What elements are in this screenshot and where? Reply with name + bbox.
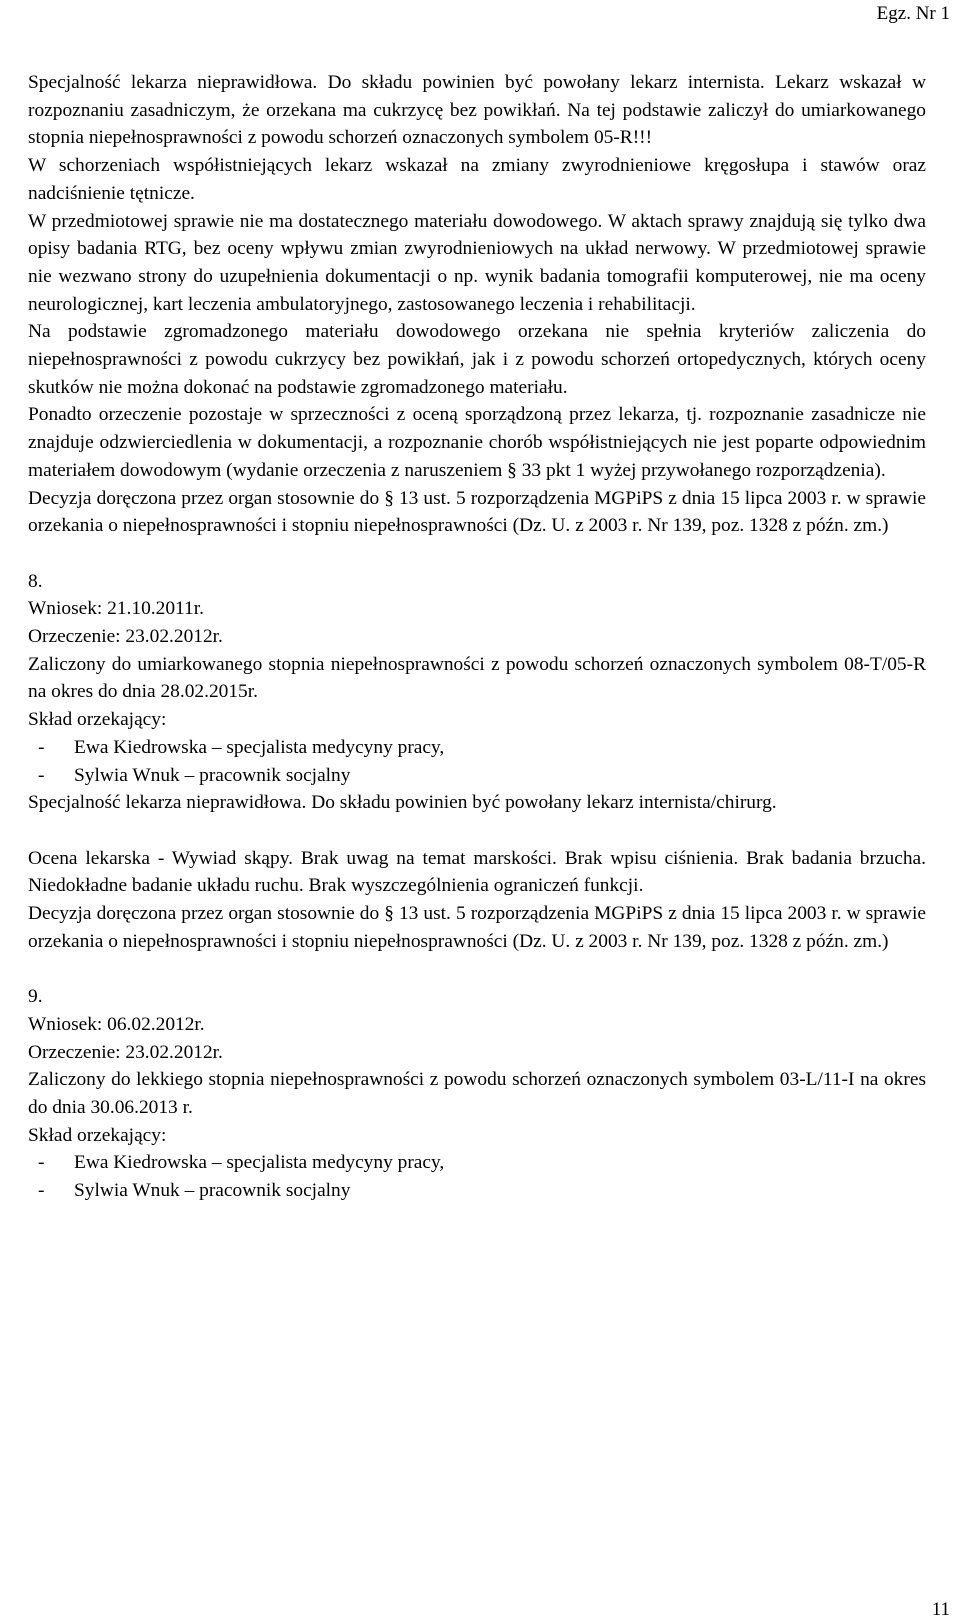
section-number: 9. <box>28 986 43 1008</box>
list-dash: - <box>38 736 45 758</box>
panel-label: Skład orzekający: <box>28 709 167 731</box>
list-dash: - <box>38 1180 45 1202</box>
application-date: Wniosek: 21.10.2011r. <box>28 598 204 620</box>
medical-assessment: Ocena lekarska - Wywiad skąpy. Brak uwag na temat marskości. Brak wpisu ciśnienia. Brak badania brzucha. Niedokładne badanie układu ruchu. Brak wyszczególnienia ograniczeń funkcji. <box>28 847 926 897</box>
decision-date: Orzeczenie: 23.02.2012r. <box>28 1041 223 1063</box>
member-name: Ewa Kiedrowska – specjalista medycyny pracy, <box>74 736 445 758</box>
panel-member <box>28 1177 926 1205</box>
member-name: Ewa Kiedrowska – specjalista medycyny pracy, <box>74 1152 445 1174</box>
decision-result: Zaliczony do umiarkowanego stopnia niepełnosprawności z powodu schorzeń oznaczonych symbolem 08-T/05-R na okres do dnia 28.02.2015r. <box>28 653 926 703</box>
paragraph: W przedmiotowej sprawie nie ma dostatecznego materiału dowodowego. W aktach sprawy znajdują się tylko dwa opisy badania RTG, bez oceny wpływu zmian zwyrodnieniowych na układ nerwowy. W przedmiotowej sprawie nie wezwano strony do uzupełnienia dokumentacji o np. wynik badania tomografii komputerowej, nie ma oceny neurologicznej, kart leczenia ambulatoryjnego, zastosowanego leczenia i rehabilitacji. <box>28 210 926 315</box>
decision-date: Orzeczenie: 23.02.2012r. <box>28 626 223 648</box>
panel-member <box>28 734 926 762</box>
panel-label: Skład orzekający: <box>28 1124 167 1146</box>
copy-number: Egz. Nr 1 <box>876 3 950 24</box>
paragraph: Ponadto orzeczenie pozostaje w sprzeczności z oceną sporządzoną przez lekarza, tj. rozpoznanie zasadnicze nie znajduje odzwierciedlenia w dokumentacji, a rozpoznanie chorób współistniejących nie jest poparte odpowiednim materiałem dowodowym (wydanie orzeczenia z naruszeniem § 33 pkt 1 wyżej przywołanego rozporządzenia). <box>28 404 926 481</box>
decision-result: Zaliczony do lekkiego stopnia niepełnosprawności z powodu schorzeń oznaczonych symbolem 03-L/11-I na okres do dnia 30.06.2013 r. <box>28 1069 926 1118</box>
spacer <box>28 955 926 983</box>
member-name: Sylwia Wnuk – pracownik socjalny <box>74 1180 351 1202</box>
paragraph: Decyzja doręczona przez organ stosownie do § 13 ust. 5 rozporządzenia MGPiPS z dnia 15 lipca 2003 r. w sprawie orzekania o niepełnosprawności i stopniu niepełnosprawności (Dz. U. z 2003 r. Nr 139, poz. 1328 z późn. zm.) <box>28 487 926 537</box>
paragraph: Na podstawie zgromadzonego materiału dowodowego orzekana nie spełnia kryteriów zaliczenia do niepełnosprawności z powodu cukrzycy bez powikłań, jak i z powodu schorzeń ortopedycznych, których oceny skutków nie można dokonać na podstawie zgromadzonego materiału. <box>28 321 926 398</box>
application-date: Wniosek: 06.02.2012r. <box>28 1013 205 1035</box>
list-dash: - <box>38 764 45 786</box>
paragraph: W schorzeniach współistniejących lekarz wskazał na zmiany zwyrodnieniowe kręgosłupa i stawów oraz nadciśnienie tętnicze. <box>28 155 926 204</box>
remark: Specjalność lekarza nieprawidłowa. Do składu powinien być powołany lekarz internista/chirurg. <box>28 792 777 814</box>
document-body <box>28 69 926 1205</box>
section-number: 8. <box>28 570 43 592</box>
list-dash: - <box>38 1152 45 1174</box>
spacer <box>28 540 926 568</box>
page-number: 11 <box>931 1599 950 1620</box>
panel-member <box>28 762 926 790</box>
paragraph: Specjalność lekarza nieprawidłowa. Do składu powinien być powołany lekarz internista. Lekarz wskazał w rozpoznaniu zasadniczym, że orzekana ma cukrzycę bez powikłań. Na tej podstawie zaliczył do umiarkowanego stopnia niepełnosprawności z powodu schorzeń oznaczonych symbolem 05-R!!! <box>28 72 926 149</box>
member-name: Sylwia Wnuk – pracownik socjalny <box>74 764 351 786</box>
spacer <box>28 817 926 845</box>
delivery-note: Decyzja doręczona przez organ stosownie do § 13 ust. 5 rozporządzenia MGPiPS z dnia 15 lipca 2003 r. w sprawie orzekania o niepełnosprawności i stopniu niepełnosprawności (Dz. U. z 2003 r. Nr 139, poz. 1328 z późn. zm.) <box>28 903 926 952</box>
panel-member <box>28 1149 926 1177</box>
